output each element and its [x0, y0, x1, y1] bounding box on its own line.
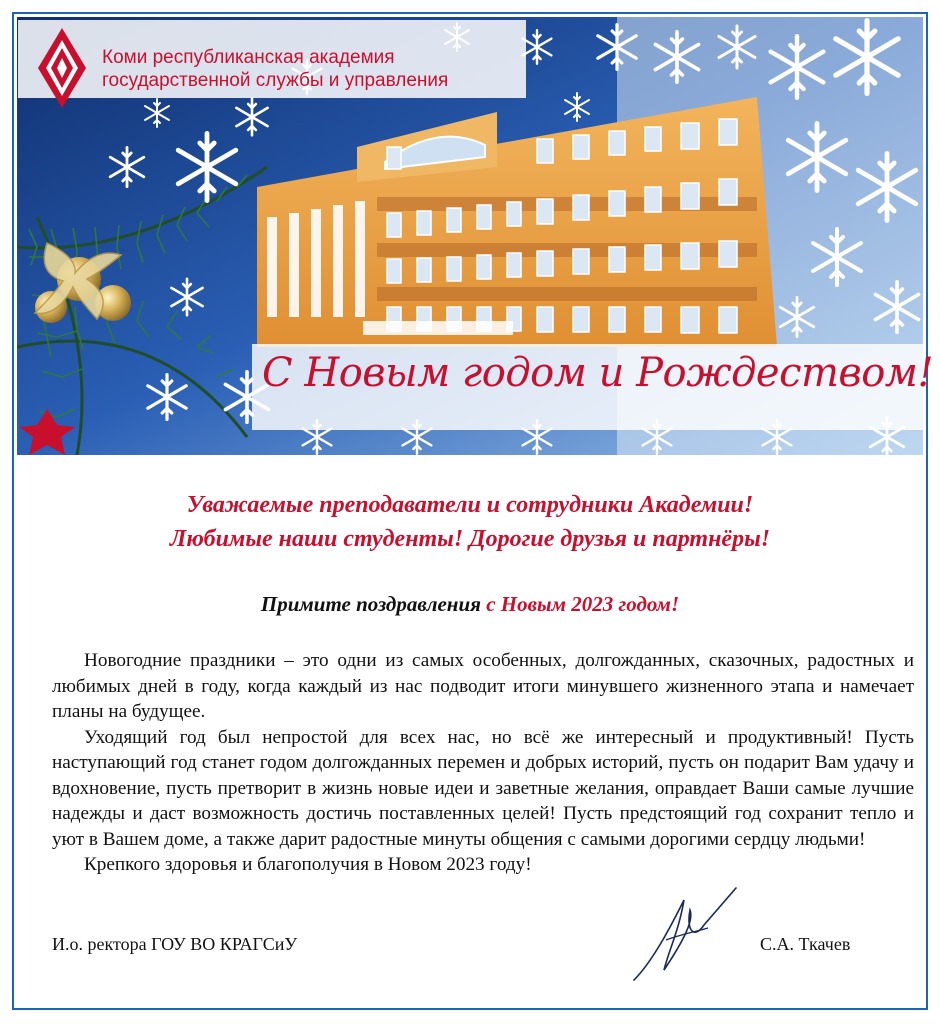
- salutation-line1: Уважаемые преподаватели и сотрудники Академии!: [186, 492, 754, 518]
- signer-title: И.о. ректора ГОУ ВО КРАГСиУ: [52, 934, 298, 954]
- academy-name-line2: государственной службы и управления: [102, 70, 449, 91]
- academy-logo-icon: [36, 26, 88, 110]
- paragraph: Крепкого здоровья и благополучия в Новом 2023 году!: [84, 854, 532, 875]
- academy-name-line1: Коми республиканская академия: [102, 47, 395, 68]
- handwritten-signature: [624, 880, 744, 990]
- signer-name: С.А. Ткачев: [760, 934, 851, 954]
- letter-body: [52, 648, 914, 878]
- academy-name: [102, 46, 448, 92]
- congrats-prefix: Примите поздравления: [260, 592, 487, 616]
- paragraph: Уходящий год был непростой для всех нас, но всё же интересный и продуктивный! Пусть наступающий год станет годом долгожданных перемен и добрых историй, пусть он подарит Вам удачу и вдохновение, пусть претворит в жизнь новые идеи и заветные желания, оправдает Ваши самые лучшие надежды и даст возможность достичь поставленных целей! Пусть предстоящий год сохранит тепло и уют в Вашем доме, а также дарит радостные минуты общения с самыми дорогими сердцу людьми!: [52, 726, 914, 850]
- salutation-line2: Любимые наши студенты! Дорогие друзья и партнёры!: [169, 526, 771, 552]
- paragraph: Новогодние праздники – это одни из самых особенных, долгожданных, сказочных, радостных и любимых дней в году, когда каждый из нас подводит итоги минувшего жизненного этапа и намечает планы на будущее.: [52, 650, 914, 722]
- congrats-highlight: с Новым 2023 годом!: [486, 592, 680, 616]
- congratulations-heading: [40, 592, 900, 617]
- holiday-greeting: С Новым годом и Рождеством!: [262, 350, 934, 396]
